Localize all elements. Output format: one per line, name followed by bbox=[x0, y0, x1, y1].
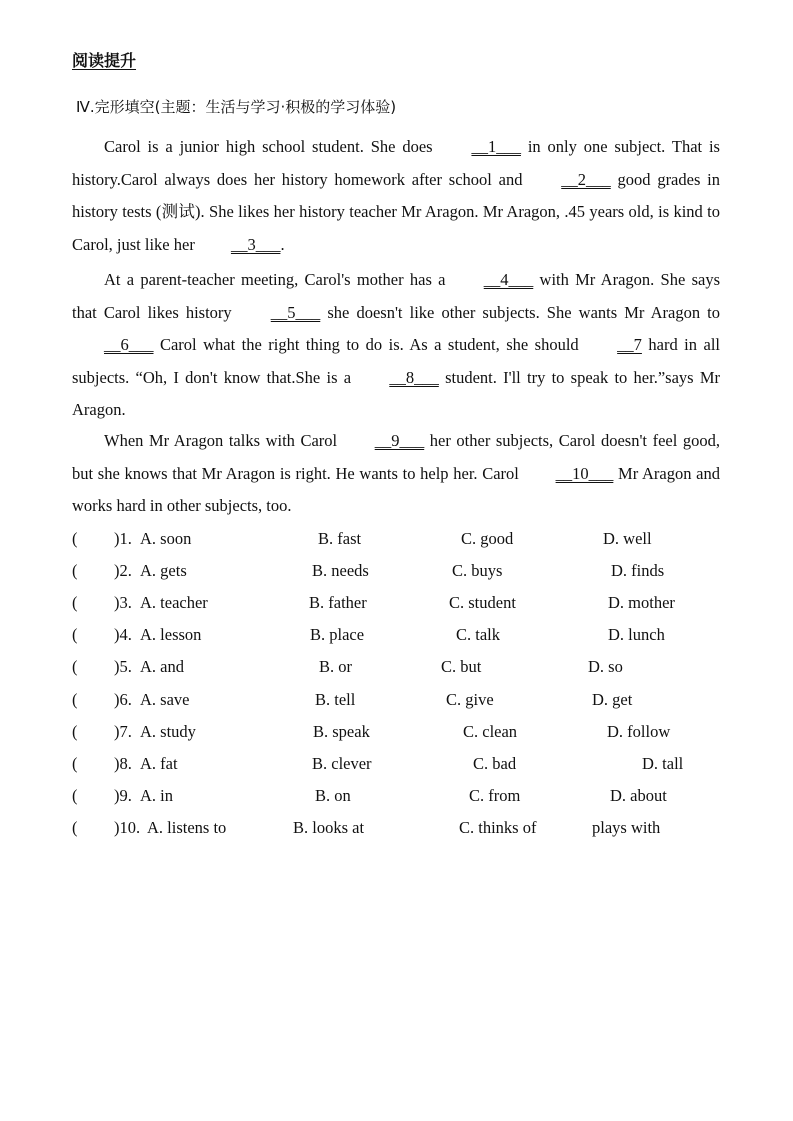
question-number: )8. bbox=[114, 754, 132, 773]
option-a: A. gets bbox=[140, 561, 187, 580]
option-b: B. on bbox=[315, 786, 351, 805]
blank-4: __4___ bbox=[483, 270, 534, 289]
answer-paren[interactable]: ( bbox=[72, 561, 78, 580]
question-number: )1. bbox=[114, 529, 132, 548]
option-d: D. so bbox=[588, 657, 623, 676]
option-d: plays with bbox=[592, 818, 661, 837]
answer-paren[interactable]: ( bbox=[72, 754, 78, 773]
option-d: D. tall bbox=[642, 754, 684, 773]
option-b: B. or bbox=[319, 657, 352, 676]
option-c: C. thinks of bbox=[459, 818, 537, 837]
question-row-7 bbox=[72, 722, 732, 744]
option-d: D. about bbox=[610, 786, 667, 805]
passage-text: hard in all subjects. “Oh, I don't know that.She is a bbox=[72, 335, 720, 387]
question-number: )5. bbox=[114, 657, 132, 676]
option-a: A. soon bbox=[140, 529, 192, 548]
option-c: C. good bbox=[461, 529, 514, 548]
option-c: C. clean bbox=[463, 722, 518, 741]
option-b: B. tell bbox=[315, 690, 356, 709]
passage-text: she doesn't like other subjects. She wants Mr Aragon to bbox=[320, 302, 720, 322]
question-row-2 bbox=[72, 561, 732, 583]
passage-text: . bbox=[280, 234, 285, 254]
answer-paren[interactable]: ( bbox=[72, 722, 78, 741]
option-d: D. mother bbox=[608, 593, 675, 612]
answer-paren[interactable]: ( bbox=[72, 690, 78, 709]
option-d: D. well bbox=[603, 529, 652, 548]
option-d: D. finds bbox=[611, 561, 665, 580]
option-a: A. listens to bbox=[147, 818, 227, 837]
question-number: )7. bbox=[114, 722, 132, 741]
option-a: A. teacher bbox=[140, 593, 208, 612]
option-b: B. place bbox=[310, 625, 365, 644]
blank-5: __5___ bbox=[270, 302, 321, 322]
passage-text: When Mr Aragon talks with Carol bbox=[104, 431, 343, 450]
page-heading: 阅读提升 bbox=[72, 51, 137, 70]
option-b: B. needs bbox=[312, 561, 369, 580]
question-number: )3. bbox=[114, 593, 132, 612]
answer-paren[interactable]: ( bbox=[72, 657, 78, 676]
option-b: B. clever bbox=[312, 754, 372, 773]
option-a: A. save bbox=[140, 690, 190, 709]
passage-text: Carol what the right thing to do is. As a student, she should bbox=[153, 335, 586, 354]
option-b: B. speak bbox=[313, 722, 370, 741]
question-row-10 bbox=[72, 818, 732, 840]
passage-text: in only one subject. That is history.Carol always does her history homework after school and bbox=[72, 137, 720, 189]
blank-1: __1___ bbox=[471, 137, 521, 156]
option-d: D. lunch bbox=[608, 625, 665, 644]
option-c: C. bad bbox=[473, 754, 517, 773]
answer-paren[interactable]: ( bbox=[72, 625, 78, 644]
question-number: )9. bbox=[114, 786, 132, 805]
option-a: A. and bbox=[140, 657, 184, 676]
option-c: C. but bbox=[441, 657, 482, 676]
question-row-6 bbox=[72, 690, 732, 712]
option-c: C. give bbox=[446, 690, 494, 709]
blank-9: __9___ bbox=[374, 431, 425, 450]
passage-text: Carol is a junior high school student. She does bbox=[104, 137, 440, 156]
option-d: D. get bbox=[592, 690, 633, 709]
passage-text: good grades in history tests (测试). She likes her history teacher Mr Aragon. Mr Aragon, .45 years old, is kind to Carol, just like her bbox=[72, 169, 720, 254]
passage-text: her other subjects, Carol doesn't feel good, but she knows that Mr Aragon is right. He wants to help her. Carol bbox=[72, 431, 720, 483]
option-a: A. in bbox=[140, 786, 173, 805]
blank-2: __2___ bbox=[561, 169, 611, 189]
question-number: )2. bbox=[114, 561, 132, 580]
passage-text: with Mr Aragon. She says that Carol likes history bbox=[72, 270, 720, 322]
option-b: B. father bbox=[309, 593, 367, 612]
passage-paragraph-2 bbox=[72, 264, 720, 427]
passage-text: Mr Aragon and works hard in other subjects, too. bbox=[72, 463, 720, 515]
option-c: C. buys bbox=[452, 561, 503, 580]
question-row-8 bbox=[72, 754, 732, 776]
option-c: C. from bbox=[469, 786, 521, 805]
question-number: )10. bbox=[114, 818, 141, 837]
option-a: A. lesson bbox=[140, 625, 202, 644]
question-row-4 bbox=[72, 625, 732, 647]
question-number: )6. bbox=[114, 690, 132, 709]
answer-paren[interactable]: ( bbox=[72, 786, 78, 805]
blank-8: __8___ bbox=[389, 367, 439, 387]
passage-paragraph-1 bbox=[72, 131, 720, 261]
option-b: B. looks at bbox=[293, 818, 365, 837]
question-number: )4. bbox=[114, 625, 132, 644]
blank-10: __10___ bbox=[555, 463, 614, 483]
question-row-1 bbox=[72, 529, 732, 551]
question-row-9 bbox=[72, 786, 732, 808]
question-row-3 bbox=[72, 593, 732, 615]
question-row-5 bbox=[72, 657, 732, 679]
answer-paren[interactable]: ( bbox=[72, 529, 78, 548]
section-title: Ⅳ.完形填空(主题：生活与学习·积极的学习体验) bbox=[76, 98, 397, 116]
passage-paragraph-3 bbox=[72, 425, 720, 523]
option-d: D. follow bbox=[607, 722, 671, 741]
blank-3: __3___ bbox=[230, 234, 281, 254]
blank-6: __6___ bbox=[104, 335, 154, 354]
answer-paren[interactable]: ( bbox=[72, 593, 78, 612]
option-a: A. study bbox=[140, 722, 196, 741]
passage-text: At a parent-teacher meeting, Carol's mother has a bbox=[104, 270, 452, 289]
option-a: A. fat bbox=[140, 754, 178, 773]
passage-text: student. I'll try to speak to her.”says Mr Aragon. bbox=[72, 367, 720, 419]
option-c: C. student bbox=[449, 593, 516, 612]
blank-7: __7 bbox=[617, 335, 642, 354]
option-b: B. fast bbox=[318, 529, 362, 548]
answer-paren[interactable]: ( bbox=[72, 818, 78, 837]
option-c: C. talk bbox=[456, 625, 500, 644]
